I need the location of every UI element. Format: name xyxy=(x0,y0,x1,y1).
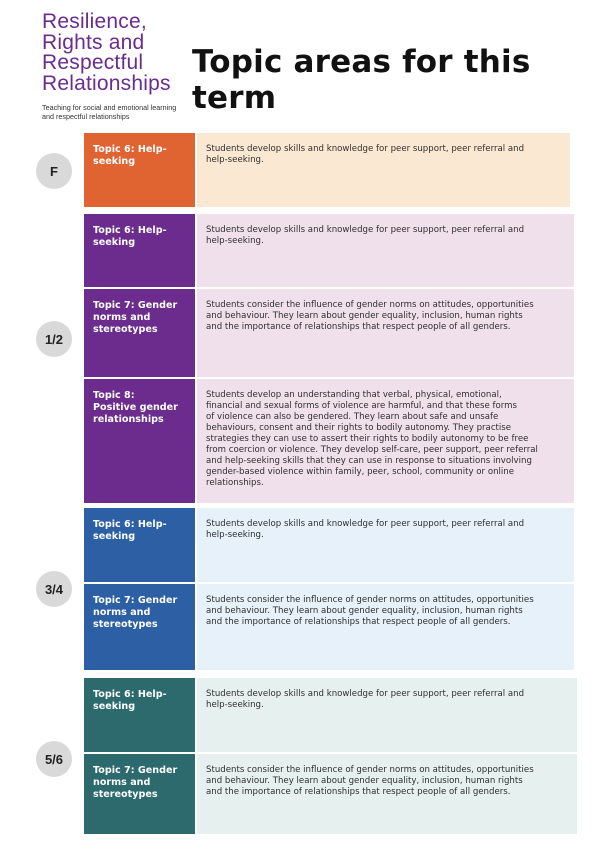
topic-description-line: behaviours, consent and their rights to bodily autonomy. They practise xyxy=(206,423,512,433)
brand-title-line: Respectful xyxy=(42,51,144,74)
topic-description-line: financial and sexual forms of violence are harmful, and that these forms xyxy=(206,401,517,411)
topic-title xyxy=(84,379,195,503)
topic-description-line: help-seeking. xyxy=(206,530,264,540)
topic-description-line: and the importance of relationships that respect people of all genders. xyxy=(206,322,511,332)
level-group-1-2 xyxy=(84,214,574,503)
topic-row xyxy=(84,508,574,584)
topic-title-line: seeking xyxy=(93,237,136,248)
topic-description-line: Students develop skills and knowledge for peer support, peer referral and xyxy=(206,225,525,235)
topic-title-line: Topic 8: xyxy=(93,390,135,401)
topic-title-line: Topic 6: Help- xyxy=(93,144,167,155)
topic-description-line: strategies they can use to assert their rights to bodily autonomy to be free xyxy=(206,434,529,444)
topic-title-line: Topic 7: Gender xyxy=(93,300,178,311)
topic-description-line: and the importance of relationships that respect people of all genders. xyxy=(206,787,511,797)
topic-description xyxy=(195,508,574,582)
topic-title-line: seeking xyxy=(93,156,136,167)
topic-title xyxy=(84,754,195,834)
topic-description-line: relationships. xyxy=(206,478,264,488)
topic-description-line: Students consider the influence of gender norms on attitudes, opportunities xyxy=(206,300,534,310)
topic-title-line: norms and xyxy=(93,607,151,618)
brand-title-line: Resilience, xyxy=(42,10,147,33)
topic-description xyxy=(195,678,577,752)
topic-title-line: norms and xyxy=(93,777,151,788)
topic-description xyxy=(195,584,574,670)
topic-row xyxy=(84,214,574,289)
level-badge-3-4: 3/4 xyxy=(36,571,72,607)
topic-title-line: stereotypes xyxy=(93,619,158,630)
brand-title-line: Relationships xyxy=(42,71,171,95)
topic-description-line: Students develop skills and knowledge for peer support, peer referral and xyxy=(206,519,525,529)
topic-title xyxy=(84,289,195,377)
topic-description xyxy=(195,214,574,287)
topic-row xyxy=(84,678,577,754)
topic-title-line: Topic 6: Help- xyxy=(93,519,167,530)
topic-title-line: norms and xyxy=(93,312,151,323)
brand-block xyxy=(42,12,202,121)
topic-title-line: Topic 7: Gender xyxy=(93,765,178,776)
topic-title-line: Positive gender xyxy=(93,402,178,413)
topic-title xyxy=(84,584,195,670)
topic-title-line: Topic 6: Help- xyxy=(93,225,167,236)
topic-description-line: and the importance of relationships that respect people of all genders. xyxy=(206,617,511,627)
topic-description-line: help-seeking. xyxy=(206,155,264,165)
topic-title-line: stereotypes xyxy=(93,789,158,800)
topic-title xyxy=(84,214,195,287)
brand-tagline xyxy=(42,103,217,121)
topic-description-line: gender-based violence within family, peer, school, community or online xyxy=(206,467,515,477)
topic-description-line: help-seeking. xyxy=(206,236,264,246)
level-badge-f: F xyxy=(36,153,72,189)
topic-description xyxy=(195,754,577,834)
topic-description-line: Students consider the influence of gender norms on attitudes, opportunities xyxy=(206,765,534,775)
topic-title xyxy=(84,508,195,582)
topic-description-line: from coercion or violence. They develop self-care, peer support, peer referral xyxy=(206,445,538,455)
brand-tagline-line: Teaching for social and emotional learning xyxy=(42,103,177,112)
topic-row xyxy=(84,754,577,834)
topic-description xyxy=(195,289,574,377)
brand-title-line: Rights and xyxy=(42,30,145,54)
topic-description xyxy=(195,379,574,503)
brand-title xyxy=(42,12,202,94)
topic-title-line: relationships xyxy=(93,414,164,425)
topic-title-line: seeking xyxy=(93,701,136,712)
topic-description xyxy=(195,133,570,207)
topic-row xyxy=(84,379,574,503)
topic-description-line: Students develop an understanding that verbal, physical, emotional, xyxy=(206,390,502,400)
topic-description-line: and behaviour. They learn about gender equality, inclusion, human rights xyxy=(206,311,523,321)
level-group-3-4 xyxy=(84,508,574,670)
topic-description-line: Students consider the influence of gender norms on attitudes, opportunities xyxy=(206,595,534,605)
topic-description-line: of violence can also be gendered. They learn about safe and unsafe xyxy=(206,412,499,422)
page-title: Topic areas for this term xyxy=(192,44,531,116)
topic-title-line: Topic 6: Help- xyxy=(93,689,167,700)
topic-title-line: seeking xyxy=(93,531,136,542)
brand-tagline-line: and respectful relationships xyxy=(42,112,130,121)
topic-title xyxy=(84,678,195,752)
topic-title xyxy=(84,133,195,207)
topic-description-line: and behaviour. They learn about gender equality, inclusion, human rights xyxy=(206,776,523,786)
topic-description-line: and help-seeking skills that they can use in response to situations involving xyxy=(206,456,532,466)
topic-description-line: help-seeking. xyxy=(206,700,264,710)
level-group-f xyxy=(84,133,570,207)
level-badge-5-6: 5/6 xyxy=(36,741,72,777)
topic-title-line: stereotypes xyxy=(93,324,158,335)
topic-row xyxy=(84,584,574,670)
topic-row xyxy=(84,289,574,379)
topic-description-line: Students develop skills and knowledge for peer support, peer referral and xyxy=(206,689,525,699)
topic-description-line: and behaviour. They learn about gender equality, inclusion, human rights xyxy=(206,606,523,616)
topic-description-line: Students develop skills and knowledge for peer support, peer referral and xyxy=(206,144,525,154)
topic-title-line: Topic 7: Gender xyxy=(93,595,178,606)
level-badge-1-2: 1/2 xyxy=(36,321,72,357)
level-group-5-6 xyxy=(84,678,577,834)
topic-row xyxy=(84,133,570,207)
